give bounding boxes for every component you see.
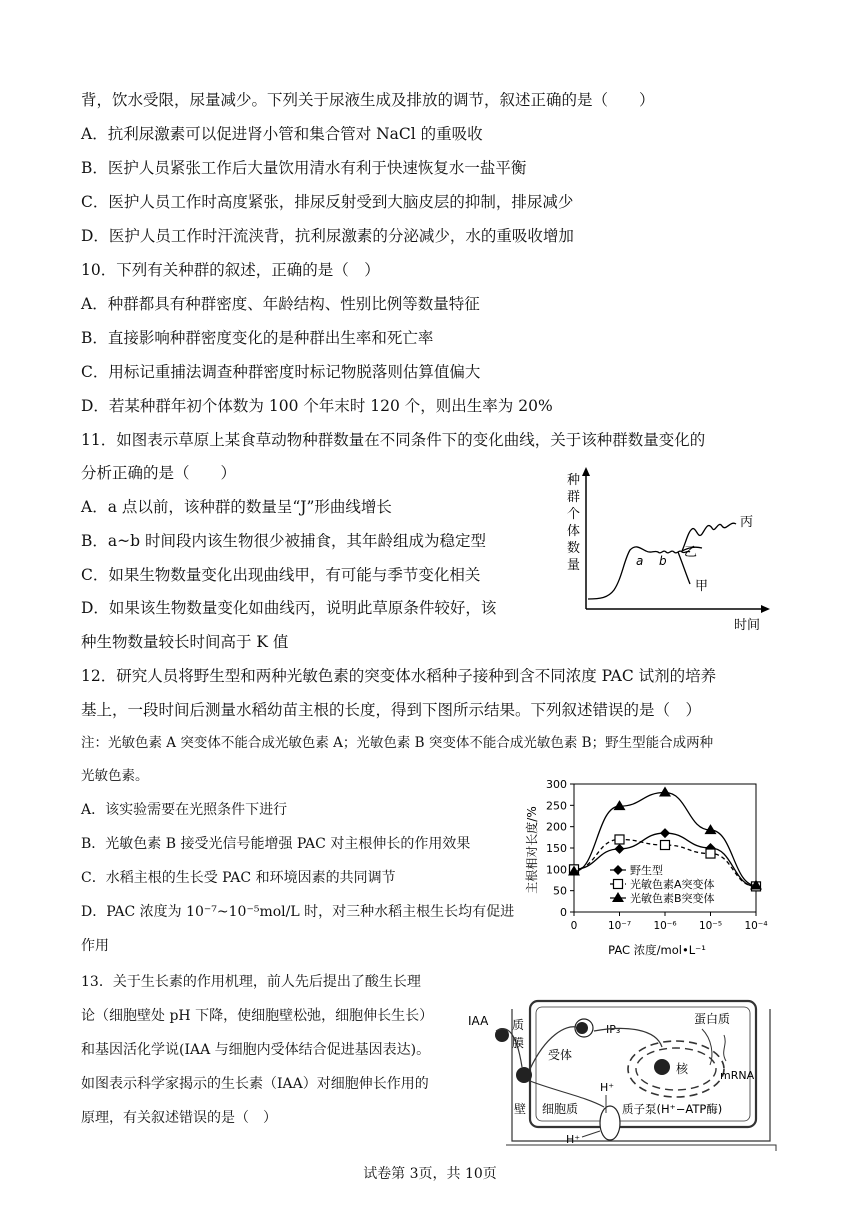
population-curve-figure: [560, 462, 780, 642]
y-label-char: 体: [567, 524, 581, 539]
data-point: [659, 787, 671, 797]
q9-option-b: B．医护人员紧张工作后大量饮用清水有利于快速恢复水一盐平衡: [81, 159, 527, 177]
q12-stem-line2: 基上，一段时间后测量水稻幼苗主根的长度，得到下图所示结果。下列叙述错误的是（ ）: [81, 701, 702, 719]
x-tick-label: 10⁻⁷: [607, 920, 632, 932]
proton-pump-label: 质子泵(H⁺−ATP酶): [622, 1102, 723, 1116]
nucleus-label: 核: [676, 1062, 689, 1076]
q10-option-d: D．若某种群年初个体数为 100 个年末时 120 个，则出生率为 20%: [81, 397, 553, 415]
cytoplasm-label: 细胞质: [542, 1102, 579, 1116]
q11-option-d: D．如果该生物数量变化如曲线丙，说明此草原条件较好，该: [81, 599, 497, 617]
y-tick-label: 0: [560, 906, 567, 919]
y-tick-label: 300: [546, 778, 567, 791]
nuclear-receptor-icon: [654, 1059, 670, 1075]
receptor-complex-icon: [576, 1022, 588, 1034]
y-tick-label: 250: [546, 799, 567, 813]
legend-label: 野生型: [630, 864, 663, 877]
x-axis-arrow: [761, 605, 770, 613]
q13-line2: 论（细胞壁处 pH 下降，使细胞壁松弛，细胞伸长生长）: [81, 1008, 434, 1024]
y-tick-label: 150: [546, 842, 567, 855]
q11-option-c: C．如果生物数量变化出现曲线甲，有可能与季节变化相关: [81, 566, 481, 584]
q13-line5: 原理，有关叙述错误的是（ ）: [81, 1110, 277, 1126]
hplus-label-inside: H⁺: [600, 1081, 615, 1094]
legend-label: 光敏色素B突变体: [630, 892, 715, 905]
receptor-label: 受体: [548, 1048, 573, 1062]
q12-option-c: C．水稻主根的生长受 PAC 和环境因素的共同调节: [81, 870, 396, 886]
wall-label: 壁: [514, 1102, 527, 1116]
q12-note-line1: 注：光敏色素 A 突变体不能合成光敏色素 A；光敏色素 B 突变体不能合成光敏色素 B；野生型能合成两种: [81, 735, 714, 751]
y-label-char: 种: [567, 473, 581, 488]
series-line: [574, 793, 756, 886]
q13-line1: 13．关于生长素的作用机理，前人先后提出了酸生长理: [81, 974, 421, 990]
data-point: [661, 841, 670, 850]
x-tick-label: 0: [570, 920, 578, 932]
membrane-label-2: 膜: [512, 1036, 525, 1050]
legend-marker: [612, 892, 624, 902]
protein-label: 蛋白质: [694, 1012, 731, 1026]
q12-option-a: A．该实验需要在光照条件下进行: [81, 802, 288, 818]
data-point: [706, 849, 715, 858]
q13-line3: 和基因活化学说(IAA 与细胞内受体结合促进基因表达)。: [81, 1042, 431, 1058]
q9-option-c: C．医护人员工作时高度紧张，排尿反射受到大脑皮层的抑制，排尿减少: [81, 193, 574, 211]
q12-option-d-cont: 作用: [81, 938, 109, 954]
x-tick-label: 10⁻⁵: [698, 920, 723, 932]
y-tick-label: 100: [546, 863, 567, 877]
membrane-label-1: 质: [512, 1018, 525, 1032]
page-footer: 试卷第 3页，共 10页: [363, 1166, 497, 1182]
iaa-label: IAA: [468, 1014, 489, 1028]
hplus-label-outside: H⁺: [566, 1133, 581, 1146]
curve-yi-label: 乙: [684, 545, 698, 560]
mrna-label: mRNA: [720, 1069, 755, 1082]
legend-marker: [614, 880, 623, 889]
q10-option-a: A．种群都具有种群密度、年龄结构、性别比例等数量特征: [81, 295, 480, 313]
q11-stem-line2: 分析正确的是（ ）: [81, 464, 237, 482]
q9-stem: 背，饮水受限，尿量减少。下列关于尿液生成及排放的调节，叙述正确的是（ ）: [81, 91, 655, 109]
x-axis-label: PAC 浓度/mol•L⁻¹: [608, 943, 706, 957]
data-point: [660, 828, 670, 838]
data-point: [615, 844, 625, 854]
x-axis-label: 时间: [734, 618, 761, 633]
point-b-label: b: [659, 554, 667, 568]
y-axis-arrow: [582, 467, 590, 476]
y-label-char: 个: [567, 507, 581, 522]
q12-option-d: D．PAC 浓度为 10⁻⁷~10⁻⁵mol/L 时，对三种水稻主根生长均有促进: [81, 904, 515, 920]
x-tick-label: 10⁻⁶: [653, 920, 677, 932]
curve-bing-label: 丙: [740, 515, 754, 530]
proton-pump-icon: [600, 1106, 620, 1140]
point-a-label: a: [636, 554, 644, 568]
curve-jia-label: 甲: [695, 579, 709, 594]
q10-stem: 10．下列有关种群的叙述，正确的是（ ）: [81, 261, 380, 279]
wall-bottom: [506, 1145, 776, 1151]
iaa-mechanism-diagram: [466, 995, 786, 1160]
y-axis-label: 主根相对长度/%: [525, 806, 539, 894]
q9-option-a: A．抗利尿激素可以促进肾小管和集合管对 NaCl 的重吸收: [81, 125, 483, 143]
y-label-char: 群: [567, 490, 581, 505]
hplus-arrow-out: [582, 1131, 600, 1137]
q11-option-d-cont: 种生物数量较长时间高于 K 值: [81, 633, 289, 651]
y-label-char: 数: [567, 541, 581, 556]
iaa-receptor-icon: [516, 1067, 532, 1083]
q12-option-b: B．光敏色素 B 接受光信号能增强 PAC 对主根伸长的作用效果: [81, 836, 471, 852]
q11-option-a: A．a 点以前，该种群的数量呈“J”形曲线增长: [81, 498, 392, 516]
y-tick-label: 200: [546, 820, 567, 834]
x-tick-label: 10⁻⁴: [744, 920, 768, 932]
q10-option-c: C．用标记重捕法调查种群密度时标记物脱落则估算值偏大: [81, 363, 481, 381]
legend-label: 光敏色素A突变体: [630, 878, 715, 891]
q10-option-b: B．直接影响种群密度变化的是种群出生率和死亡率: [81, 329, 434, 347]
legend-marker: [613, 865, 623, 875]
q11-option-b: B．a~b 时间段内该生物很少被捕食，其年龄组成为稳定型: [81, 532, 486, 550]
protein-squiggle: [724, 1035, 726, 1061]
data-point: [615, 835, 624, 844]
pac-root-length-chart: [522, 772, 784, 962]
data-point: [614, 800, 626, 810]
y-label-char: 量: [567, 558, 581, 573]
q13-line4: 如图表示科学家揭示的生长素（IAA）对细胞伸长作用的: [81, 1076, 429, 1092]
y-tick-label: 50: [553, 884, 567, 898]
ip3-label: IP₃: [606, 1023, 621, 1036]
q9-option-d: D．医护人员工作时汗流浃背，抗利尿激素的分泌减少，水的重吸收增加: [81, 227, 574, 245]
q12-note-line2: 光敏色素。: [81, 768, 149, 784]
q11-stem-line1: 11．如图表示草原上某食草动物种群数量在不同条件下的变化曲线，关于该种群数量变化的: [81, 431, 706, 449]
q12-stem-line1: 12．研究人员将野生型和两种光敏色素的突变体水稻种子接种到含不同浓度 PAC 试剂的培养: [81, 667, 717, 685]
